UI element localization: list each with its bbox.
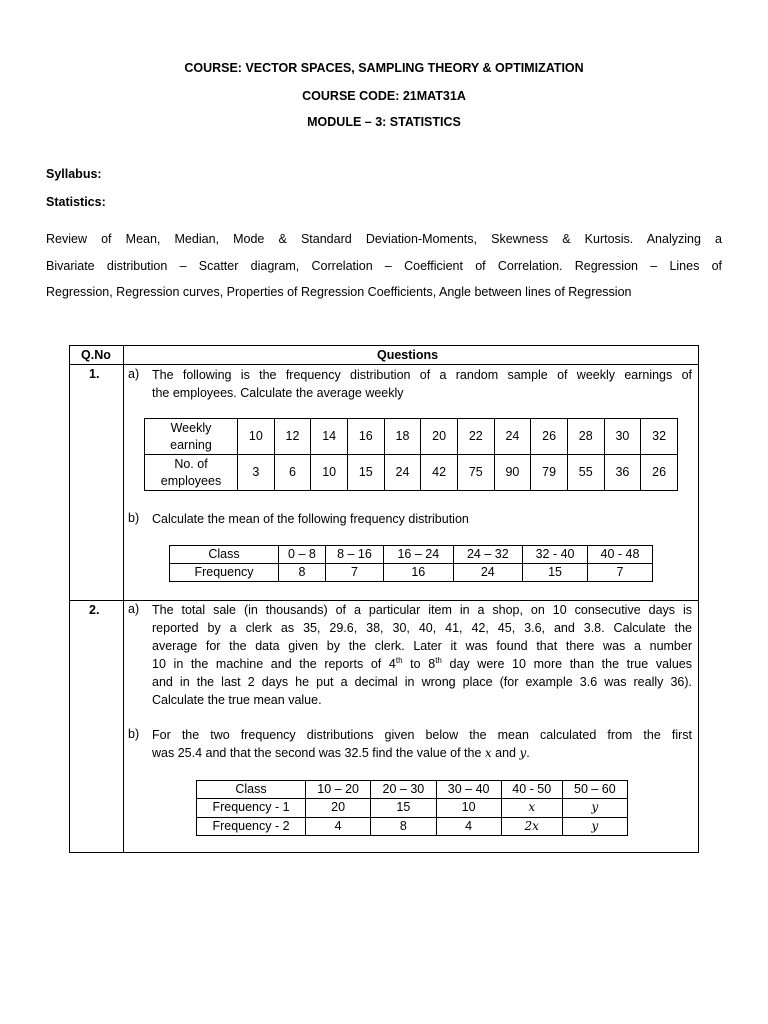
table-cell: 26 [641, 455, 678, 491]
table-row [145, 455, 678, 491]
text-line: Calculate the mean of the following frequency distribution [152, 512, 469, 526]
table-cell: 8 [279, 564, 326, 582]
text-line: the employees. Calculate the average weekly [152, 386, 404, 400]
table-row [170, 546, 653, 564]
syllabus-label: Syllabus: [46, 167, 102, 181]
table-cell: 16 – 24 [384, 546, 454, 564]
table-cell: 4 [306, 817, 371, 835]
table-cell: 15 [347, 455, 384, 491]
table-cell: y [562, 799, 627, 817]
table-cell: 10 [238, 419, 275, 455]
table-cell: 16 [384, 564, 454, 582]
row-label: Class [197, 781, 306, 799]
table-cell: 24 [494, 419, 531, 455]
syllabus-line: Bivariate distribution – Scatter diagram, Correlation – Coefficient of Correlation. Regression – Lines of [46, 258, 722, 273]
part-label: a) [128, 367, 140, 381]
table-cell: 7 [325, 564, 383, 582]
questions-table [69, 345, 699, 853]
table-row [197, 799, 628, 817]
statistics-label: Statistics: [46, 195, 106, 209]
row-label: No. of employees [145, 455, 238, 491]
table-cell: 10 – 20 [306, 781, 371, 799]
course-code: COURSE CODE: 21MAT31A [302, 89, 466, 103]
table-cell: 2x [501, 817, 562, 835]
course-title: COURSE: VECTOR SPACES, SAMPLING THEORY & OPTIMIZATION [184, 61, 584, 75]
text-line: For the two frequency distributions given below the mean calculated from the first [152, 728, 692, 742]
table-cell: 10 [436, 799, 501, 817]
table-cell: 28 [567, 419, 604, 455]
row-label: Class [170, 546, 279, 564]
text-line: reported by a clerk as 35, 29.6, 38, 30, 40, 41, 42, 45, 3.6, and 3.8. Calculate the [152, 621, 692, 635]
row-label: Frequency - 1 [197, 799, 306, 817]
table-cell: 16 [347, 419, 384, 455]
table-cell: 75 [457, 455, 494, 491]
table-cell: 42 [421, 455, 458, 491]
text-line: was 25.4 and that the second was 32.5 find the value of the x and y. [152, 746, 530, 760]
row-label: Frequency - 2 [197, 817, 306, 835]
table-row [170, 564, 653, 582]
table-cell: 50 – 60 [562, 781, 627, 799]
text-line: average for the data given by the clerk. Later it was found that there was a number [152, 639, 692, 653]
table-cell: 12 [274, 419, 311, 455]
table-cell: 15 [523, 564, 588, 582]
table-cell: 20 [421, 419, 458, 455]
two-distributions-table [196, 780, 628, 836]
table-cell: 10 [311, 455, 348, 491]
part-label: b) [128, 727, 140, 741]
table-cell: 32 [641, 419, 678, 455]
table-cell: 15 [371, 799, 436, 817]
table-cell: 4 [436, 817, 501, 835]
table-cell: 20 – 30 [371, 781, 436, 799]
qno-header: Q.No [81, 348, 111, 362]
table-cell: 24 [453, 564, 523, 582]
row-label: Frequency [170, 564, 279, 582]
table-cell: 40 - 48 [588, 546, 653, 564]
table-cell: 79 [531, 455, 568, 491]
part-label: b) [128, 511, 140, 525]
text-line: 10 in the machine and the reports of 4th to 8th day were 10 more than the true values [152, 655, 692, 671]
table-cell: 20 [306, 799, 371, 817]
table-cell: y [562, 817, 627, 835]
q2a-text [152, 601, 692, 709]
table-cell: 90 [494, 455, 531, 491]
table-cell: 32 - 40 [523, 546, 588, 564]
table-cell: 22 [457, 419, 494, 455]
table-cell: 8 – 16 [325, 546, 383, 564]
text-line: The total sale (in thousands) of a particular item in a shop, on 10 consecutive days is [152, 603, 692, 617]
table-cell: 6 [274, 455, 311, 491]
table-cell: 30 [604, 419, 641, 455]
table-cell: 14 [311, 419, 348, 455]
table-cell: 18 [384, 419, 421, 455]
class-frequency-table [169, 545, 653, 582]
syllabus-line: Regression, Regression curves, Properties of Regression Coefficients, Angle between lines of Regression [46, 285, 632, 299]
table-cell: 3 [238, 455, 275, 491]
question-number: 2. [89, 603, 100, 617]
text-line: and in the last 2 days he put a decimal in wrong place (for example 3.6 was really 36). [152, 675, 692, 689]
syllabus-text [46, 226, 722, 306]
module-title: MODULE – 3: STATISTICS [307, 115, 461, 129]
part-label: a) [128, 602, 140, 616]
table-cell: 8 [371, 817, 436, 835]
table-cell: x [501, 799, 562, 817]
text-line: Calculate the true mean value. [152, 693, 322, 707]
text-line: The following is the frequency distribution of a random sample of weekly earnings of [152, 368, 692, 382]
question-number: 1. [89, 367, 100, 381]
table-cell: 24 – 32 [453, 546, 523, 564]
table-cell: 26 [531, 419, 568, 455]
table-cell: 36 [604, 455, 641, 491]
table-row [197, 817, 628, 835]
table-cell: 30 – 40 [436, 781, 501, 799]
questions-header: Questions [377, 348, 439, 362]
table-cell: 0 – 8 [279, 546, 326, 564]
q1a-text [152, 366, 692, 402]
table-cell: 40 - 50 [501, 781, 562, 799]
weekly-earnings-table [144, 418, 678, 491]
table-cell: 55 [567, 455, 604, 491]
q1b-text [152, 510, 692, 528]
table-cell: 7 [588, 564, 653, 582]
table-row [145, 419, 678, 455]
q2b-text [152, 726, 692, 762]
row-label: Weekly earning [145, 419, 238, 455]
table-cell: 24 [384, 455, 421, 491]
table-row [197, 781, 628, 799]
syllabus-line: Review of Mean, Median, Mode & Standard Deviation-Moments, Skewness & Kurtosis. Analyzing a [46, 232, 722, 246]
